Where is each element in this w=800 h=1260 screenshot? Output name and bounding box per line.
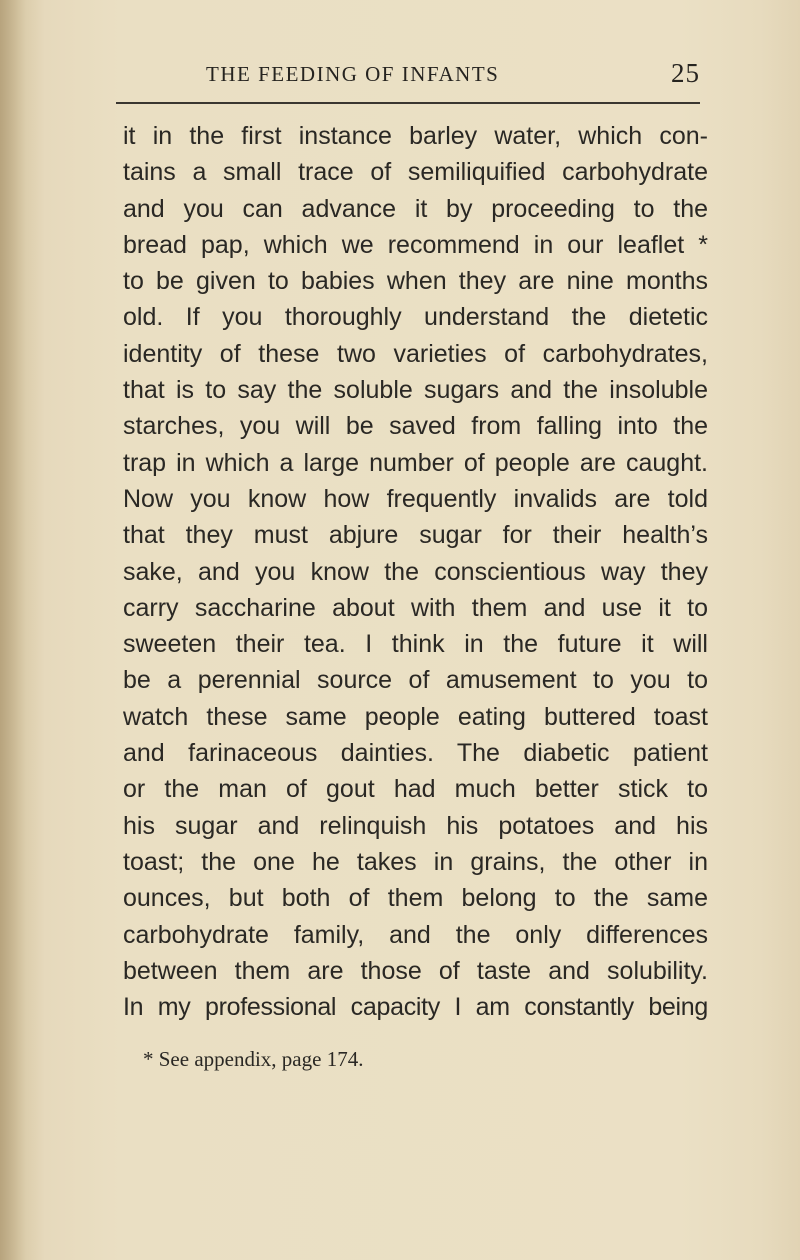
page-number: 25 [671, 58, 700, 88]
text-line: and farinaceous dainties. The diabetic patient [123, 739, 708, 768]
page-header [116, 58, 700, 98]
text-line: his sugar and relinquish his potatoes and his [123, 811, 708, 840]
page-gutter-shadow [0, 0, 26, 1260]
text-line: that they must abjure sugar for their health’s [123, 521, 708, 550]
text-line: it in the first instance barley water, which con- [123, 122, 708, 150]
header-rule [116, 102, 700, 104]
text-line: sake, and you know the conscientious way they [123, 557, 708, 586]
text-line: trap in which a large number of people are caught. [123, 448, 708, 477]
text-line: bread pap, which we recommend in our leaflet * [123, 230, 708, 259]
text-line: toast; the one he takes in grains, the other in [123, 847, 708, 876]
text-line: starches, you will be saved from falling into the [123, 412, 708, 441]
text-line: or the man of gout had much better stick to [123, 775, 708, 804]
footnote: * See appendix, page 174. [143, 1047, 364, 1071]
text-line: identity of these two varieties of carbohydrates, [123, 339, 708, 368]
text-line: and you can advance it by proceeding to the [123, 194, 708, 223]
text-line: tains a small trace of semiliquified carbohydrate [123, 158, 708, 187]
running-head: THE FEEDING OF INFANTS [206, 62, 500, 86]
text-line: In my professional capacity I am constantly being [123, 993, 708, 1022]
text-line: Now you know how frequently invalids are told [123, 484, 708, 513]
text-line: carbohydrate family, and the only differences [123, 920, 708, 949]
text-line: that is to say the soluble sugars and the insoluble [123, 376, 708, 405]
text-line: to be given to babies when they are nine months [123, 267, 708, 296]
text-line: ounces, but both of them belong to the same [123, 884, 708, 913]
text-line: watch these same people eating buttered toast [123, 702, 708, 731]
text-line: old. If you thoroughly understand the dietetic [123, 303, 708, 332]
text-line: between them are those of taste and solubility. [123, 956, 708, 985]
body-text [123, 118, 708, 1025]
text-line: carry saccharine about with them and use it to [123, 593, 708, 622]
text-line: sweeten their tea. I think in the future it will [123, 630, 708, 659]
text-line: be a perennial source of amusement to you to [123, 666, 708, 695]
